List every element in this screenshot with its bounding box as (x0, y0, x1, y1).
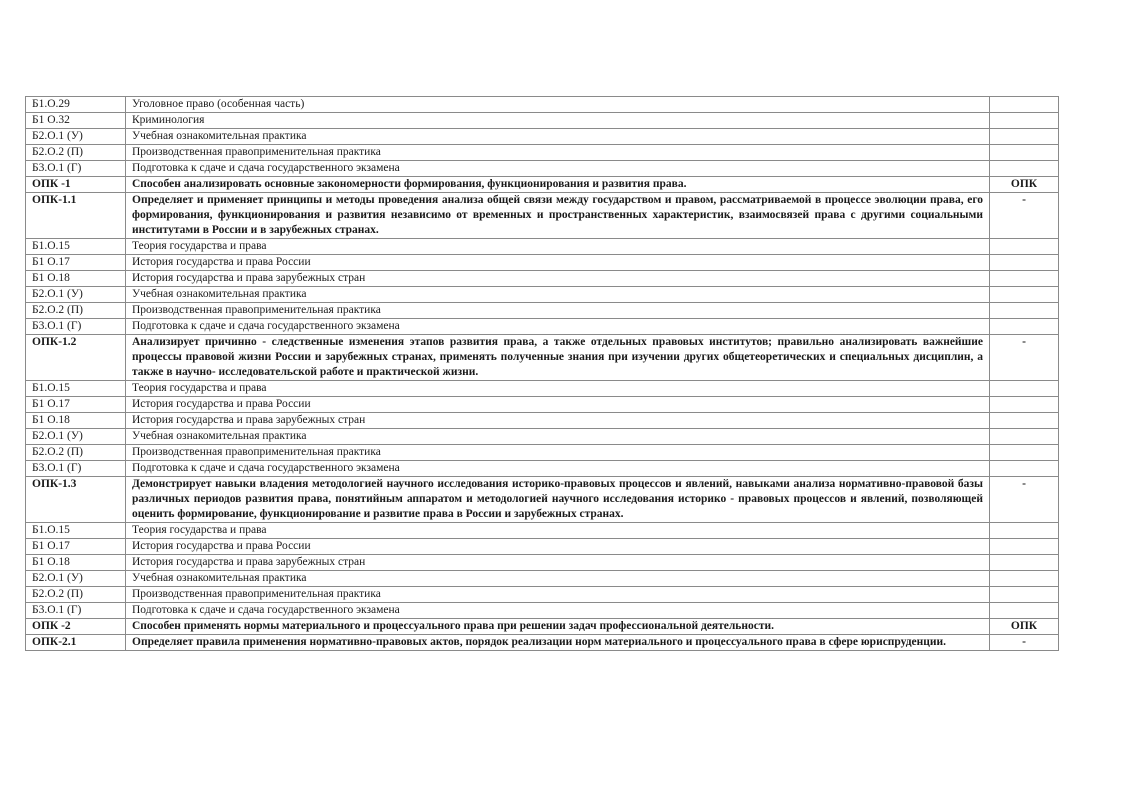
discipline-row (26, 145, 1059, 161)
row-mark: - (990, 193, 1059, 239)
row-code: Б2.О.1 (У) (26, 571, 126, 587)
row-code: Б3.О.1 (Г) (26, 461, 126, 477)
row-code: Б1 О.18 (26, 271, 126, 287)
discipline-row (26, 129, 1059, 145)
row-mark (990, 539, 1059, 555)
row-mark (990, 587, 1059, 603)
row-mark (990, 429, 1059, 445)
row-code: Б1 О.18 (26, 555, 126, 571)
row-mark (990, 145, 1059, 161)
discipline-row (26, 555, 1059, 571)
competence-matrix-table (25, 96, 1059, 651)
row-mark: - (990, 477, 1059, 523)
row-mark (990, 397, 1059, 413)
row-description: История государства и права России (126, 397, 990, 413)
row-code: Б3.О.1 (Г) (26, 603, 126, 619)
row-description: Способен анализировать основные закономерности формирования, функционирования и развития права. (126, 177, 990, 193)
competence-row (26, 177, 1059, 193)
discipline-row (26, 587, 1059, 603)
row-mark: - (990, 335, 1059, 381)
row-code: ОПК -2 (26, 619, 126, 635)
row-description: Производственная правоприменительная практика (126, 445, 990, 461)
discipline-row (26, 303, 1059, 319)
row-mark (990, 381, 1059, 397)
discipline-row (26, 539, 1059, 555)
row-code: ОПК -1 (26, 177, 126, 193)
row-description: Учебная ознакомительная практика (126, 571, 990, 587)
row-mark (990, 271, 1059, 287)
row-code: ОПК-1.2 (26, 335, 126, 381)
row-code: Б1.О.15 (26, 239, 126, 255)
row-description: Теория государства и права (126, 381, 990, 397)
discipline-row (26, 523, 1059, 539)
row-description: Подготовка к сдаче и сдача государственного экзамена (126, 603, 990, 619)
row-code: Б2.О.2 (П) (26, 587, 126, 603)
row-code: ОПК-1.3 (26, 477, 126, 523)
row-mark (990, 603, 1059, 619)
row-code: Б1 О.18 (26, 413, 126, 429)
discipline-row (26, 413, 1059, 429)
row-description: Анализирует причинно - следственные изменения этапов развития права, а также отдельных правовых институтов; правильно анализировать важнейшие процессы правовой жизни России и зарубежных странах, применять полученные знания при изучении других общетеоретических и специальных дисциплин, а также в научно- исследовательской работе и практической жизни. (126, 335, 990, 381)
row-mark: ОПК (990, 619, 1059, 635)
row-code: Б3.О.1 (Г) (26, 161, 126, 177)
discipline-row (26, 255, 1059, 271)
row-description: Учебная ознакомительная практика (126, 287, 990, 303)
row-mark (990, 413, 1059, 429)
row-description: Производственная правоприменительная практика (126, 587, 990, 603)
indicator-row (26, 635, 1059, 651)
discipline-row (26, 271, 1059, 287)
row-description: Подготовка к сдаче и сдача государственного экзамена (126, 461, 990, 477)
competence-row (26, 619, 1059, 635)
row-description: Производственная правоприменительная практика (126, 303, 990, 319)
indicator-row (26, 193, 1059, 239)
row-description: Уголовное право (особенная часть) (126, 97, 990, 113)
row-mark (990, 555, 1059, 571)
row-code: Б1 О.32 (26, 113, 126, 129)
row-description: История государства и права зарубежных стран (126, 271, 990, 287)
row-description: Учебная ознакомительная практика (126, 129, 990, 145)
discipline-row (26, 603, 1059, 619)
row-description: Подготовка к сдаче и сдача государственного экзамена (126, 319, 990, 335)
row-mark (990, 129, 1059, 145)
discipline-row (26, 429, 1059, 445)
row-description: Демонстрирует навыки владения методологией научного исследования историко-правовых процессов и явлений, навыками анализа нормативно-правовой базы различных периодов развития права, понятийным аппаратом и методологией научного исследования историко - правовых процессов и явлений, позволяющей оценить формирование, функционирование и развитие права в России и зарубежных странах. (126, 477, 990, 523)
indicator-row (26, 335, 1059, 381)
row-code: Б1.О.29 (26, 97, 126, 113)
row-code: ОПК-1.1 (26, 193, 126, 239)
discipline-row (26, 571, 1059, 587)
row-description: Теория государства и права (126, 239, 990, 255)
row-mark (990, 113, 1059, 129)
discipline-row (26, 287, 1059, 303)
discipline-row (26, 381, 1059, 397)
row-mark (990, 303, 1059, 319)
indicator-row (26, 477, 1059, 523)
row-mark (990, 319, 1059, 335)
discipline-row (26, 113, 1059, 129)
row-description: Теория государства и права (126, 523, 990, 539)
row-description: История государства и права зарубежных стран (126, 413, 990, 429)
discipline-row (26, 461, 1059, 477)
row-description: Определяет и применяет принципы и методы проведения анализа общей связи между государством и правом, рассматриваемой в процессе эволюции права, его формирования, функционирования и развития независимо от временных и пространственных характеристик, взаимосвязей права с другими социальными институтами в России и в зарубежных странах. (126, 193, 990, 239)
discipline-row (26, 161, 1059, 177)
discipline-row (26, 239, 1059, 255)
row-code: Б1 О.17 (26, 397, 126, 413)
row-description: Производственная правоприменительная практика (126, 145, 990, 161)
table-body (26, 97, 1059, 651)
row-mark: ОПК (990, 177, 1059, 193)
row-code: Б2.О.2 (П) (26, 145, 126, 161)
row-description: Подготовка к сдаче и сдача государственного экзамена (126, 161, 990, 177)
row-code: Б1 О.17 (26, 539, 126, 555)
row-mark: - (990, 635, 1059, 651)
row-mark (990, 523, 1059, 539)
row-code: Б2.О.2 (П) (26, 303, 126, 319)
row-code: Б1.О.15 (26, 523, 126, 539)
row-description: Учебная ознакомительная практика (126, 429, 990, 445)
row-code: Б1 О.17 (26, 255, 126, 271)
row-mark (990, 287, 1059, 303)
row-code: Б2.О.1 (У) (26, 429, 126, 445)
row-code: Б2.О.2 (П) (26, 445, 126, 461)
row-code: Б2.О.1 (У) (26, 287, 126, 303)
row-mark (990, 161, 1059, 177)
row-mark (990, 445, 1059, 461)
row-code: Б2.О.1 (У) (26, 129, 126, 145)
row-mark (990, 461, 1059, 477)
row-description: Способен применять нормы материального и процессуального права при решении задач профессиональной деятельности. (126, 619, 990, 635)
row-mark (990, 97, 1059, 113)
row-code: Б1.О.15 (26, 381, 126, 397)
discipline-row (26, 319, 1059, 335)
row-code: ОПК-2.1 (26, 635, 126, 651)
discipline-row (26, 397, 1059, 413)
discipline-row (26, 97, 1059, 113)
row-description: История государства и права России (126, 255, 990, 271)
row-mark (990, 255, 1059, 271)
row-description: История государства и права зарубежных стран (126, 555, 990, 571)
discipline-row (26, 445, 1059, 461)
row-mark (990, 239, 1059, 255)
row-description: История государства и права России (126, 539, 990, 555)
row-description: Криминология (126, 113, 990, 129)
row-description: Определяет правила применения нормативно-правовых актов, порядок реализации норм материального и процессуального права в сфере юриспруденции. (126, 635, 990, 651)
row-code: Б3.О.1 (Г) (26, 319, 126, 335)
row-mark (990, 571, 1059, 587)
